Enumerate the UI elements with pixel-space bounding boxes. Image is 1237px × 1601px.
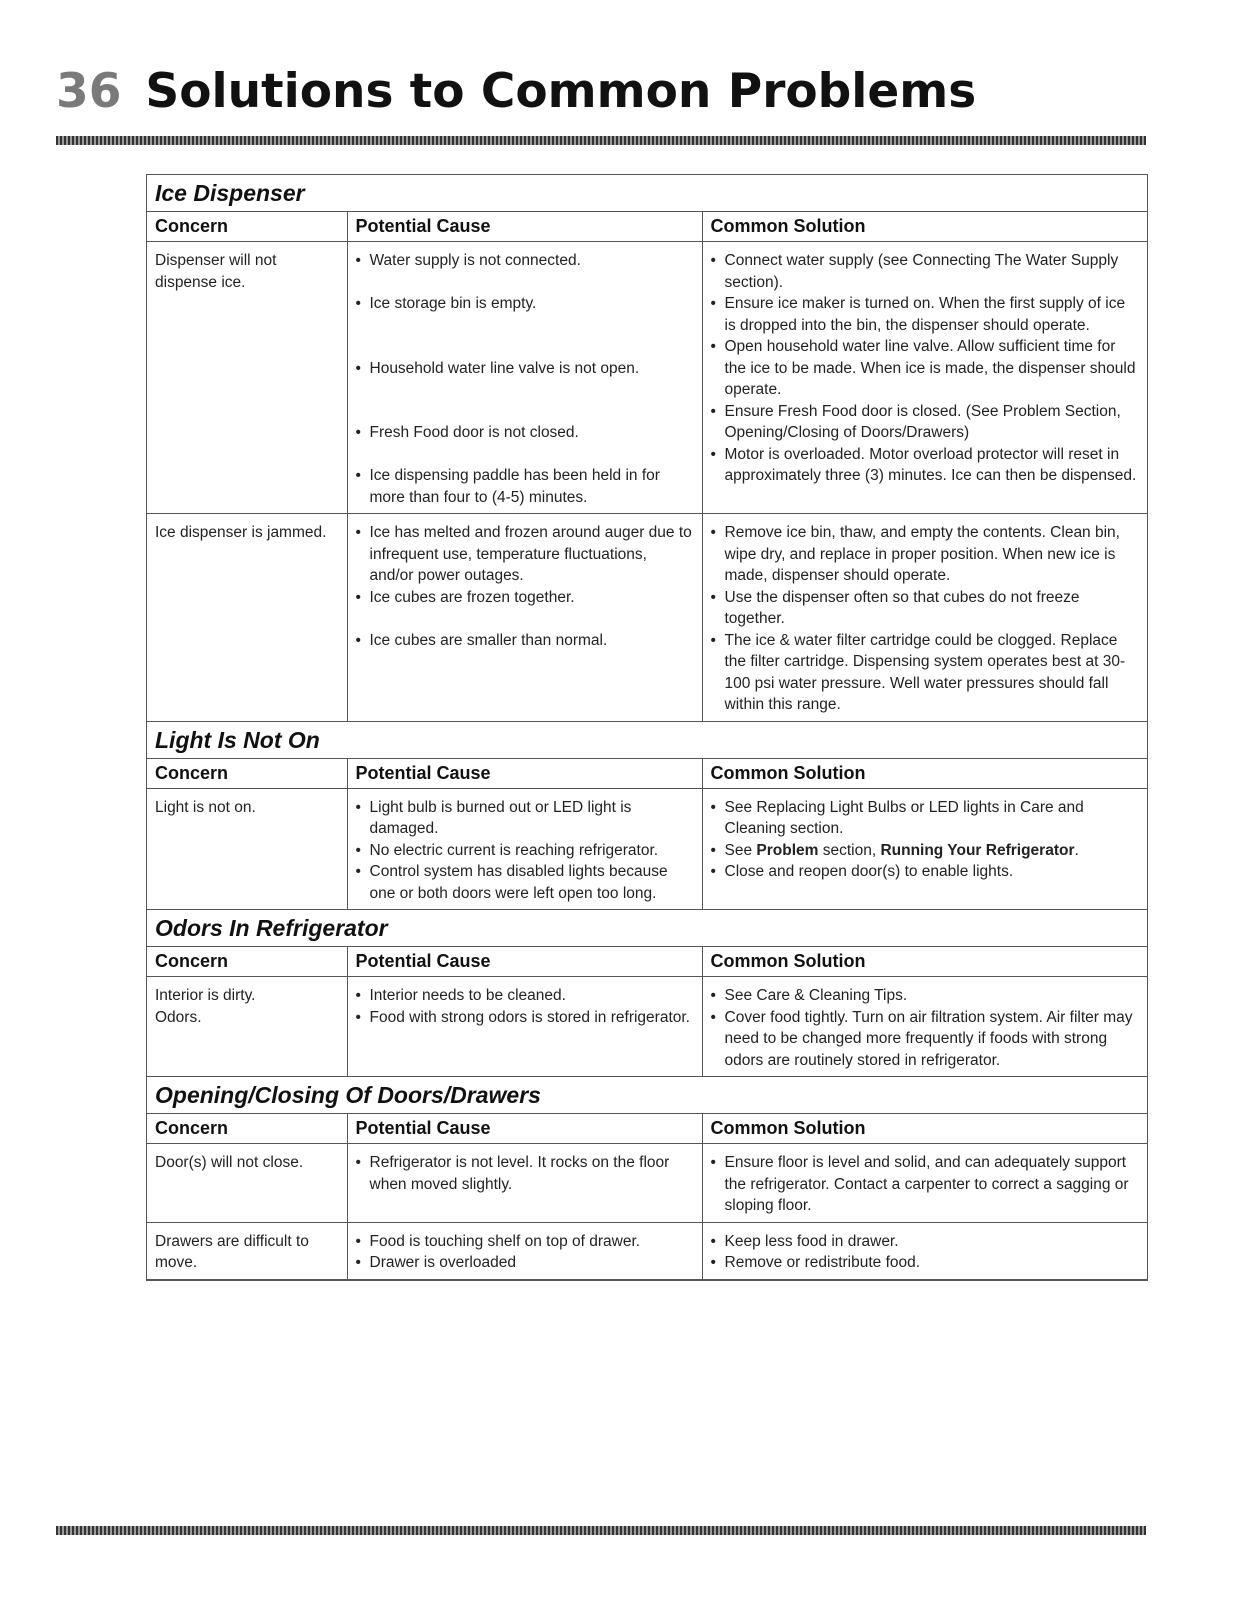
cause-item: • Drawer is overloaded xyxy=(356,1252,694,1274)
column-header-solution: Common Solution xyxy=(702,947,1147,977)
solution-cell xyxy=(702,514,1147,722)
section-title-light-is-not-on: Light Is Not On xyxy=(147,721,1147,758)
solution-cell xyxy=(702,1222,1147,1279)
solution-item: • Ensure Fresh Food door is closed. (See Problem Section, Opening/Closing of Doors/Drawers) xyxy=(711,401,1140,444)
cause-cell xyxy=(347,242,702,514)
concern-line: Odors. xyxy=(155,1008,202,1026)
problem-section-ref: Problem xyxy=(756,841,819,859)
concern-cell: Drawers are difficult to move. xyxy=(147,1222,347,1279)
solution-item xyxy=(711,840,1140,862)
cause-cell xyxy=(347,514,702,722)
page-number: 36 xyxy=(56,64,122,119)
solution-item: • See Replacing Light Bulbs or LED lights in Care and Cleaning section. xyxy=(711,797,1140,840)
cause-cell xyxy=(347,788,702,910)
column-header-solution: Common Solution xyxy=(702,212,1147,242)
concern-cell: Light is not on. xyxy=(147,788,347,910)
table-row xyxy=(147,977,1147,1077)
page-title: Solutions to Common Problems xyxy=(145,64,977,119)
cause-item: • Ice cubes are smaller than normal. xyxy=(356,630,694,652)
cause-item: • Water supply is not connected. xyxy=(356,250,694,272)
cause-cell xyxy=(347,977,702,1077)
cause-item: • Ice has melted and frozen around auger due to infrequent use, temperature fluctuations, and/or power outages. xyxy=(356,522,694,587)
solution-cell xyxy=(702,242,1147,514)
table-row xyxy=(147,1144,1147,1223)
concern-line: Interior is dirty. xyxy=(155,987,256,1004)
section-title-ice-dispenser: Ice Dispenser xyxy=(147,175,1147,212)
column-header-concern: Concern xyxy=(147,1114,347,1144)
solution-cell xyxy=(702,977,1147,1077)
column-header-solution: Common Solution xyxy=(702,758,1147,788)
table-row xyxy=(147,788,1147,910)
page-header xyxy=(56,62,976,122)
column-header-concern: Concern xyxy=(147,212,347,242)
column-header-cause: Potential Cause xyxy=(347,758,702,788)
solution-item: • Open household water line valve. Allow sufficient time for the ice to be made. When ice is made, the dispenser should operate. xyxy=(711,336,1140,401)
cause-item: • Food with strong odors is stored in refrigerator. xyxy=(356,1007,694,1029)
header-rule xyxy=(56,136,1146,145)
solution-item: • Remove or redistribute food. xyxy=(711,1252,1140,1274)
cause-item: • No electric current is reaching refrigerator. xyxy=(356,840,694,862)
concern-cell xyxy=(147,977,347,1077)
column-header-concern: Concern xyxy=(147,947,347,977)
table-row xyxy=(147,1222,1147,1279)
solution-item: • Cover food tightly. Turn on air filtration system. Air filter may need to be changed more frequently if foods with strong odors are routinely stored in refrigerator. xyxy=(711,1007,1140,1072)
troubleshooting-table xyxy=(146,174,1148,1281)
column-header-row xyxy=(147,947,1147,977)
solution-item: • Keep less food in drawer. xyxy=(711,1231,1140,1253)
column-header-cause: Potential Cause xyxy=(347,1114,702,1144)
solution-text: See xyxy=(724,841,757,859)
cause-item: • Interior needs to be cleaned. xyxy=(356,985,694,1007)
cause-item: • Fresh Food door is not closed. xyxy=(356,422,694,444)
solution-item: • Ensure floor is level and solid, and can adequately support the refrigerator. Contact a carpenter to correct a sagging or sloping floor. xyxy=(711,1152,1140,1217)
solution-cell xyxy=(702,1144,1147,1223)
solution-item: • See Care & Cleaning Tips. xyxy=(711,985,1140,1007)
column-header-row xyxy=(147,212,1147,242)
solution-item: • Connect water supply (see Connecting The Water Supply section). xyxy=(711,250,1140,293)
column-header-concern: Concern xyxy=(147,758,347,788)
table-row xyxy=(147,514,1147,722)
cause-item: • Ice dispensing paddle has been held in for more than four to (4-5) minutes. xyxy=(356,465,694,508)
cause-cell xyxy=(347,1222,702,1279)
solution-item: • Ensure ice maker is turned on. When the first supply of ice is dropped into the bin, the dispenser should operate. xyxy=(711,293,1140,336)
concern-cell: Ice dispenser is jammed. xyxy=(147,514,347,722)
solution-item: • Motor is overloaded. Motor overload protector will reset in approximately three (3) minutes. Ice can then be dispensed. xyxy=(711,444,1140,487)
cause-item: • Refrigerator is not level. It rocks on the floor when moved slightly. xyxy=(356,1152,694,1195)
footer-rule xyxy=(56,1526,1146,1535)
solution-item: • Remove ice bin, thaw, and empty the contents. Clean bin, wipe dry, and replace in proper position. When new ice is made, dispenser should operate. xyxy=(711,522,1140,587)
column-header-row xyxy=(147,1114,1147,1144)
solution-item: • Use the dispenser often so that cubes do not freeze together. xyxy=(711,587,1140,630)
cause-item: • Household water line valve is not open. xyxy=(356,358,694,380)
cause-item: • Ice cubes are frozen together. xyxy=(356,587,694,609)
concern-cell: Dispenser will not dispense ice. xyxy=(147,242,347,514)
solution-text: . xyxy=(1074,841,1079,859)
column-header-cause: Potential Cause xyxy=(347,212,702,242)
running-your-refrigerator-ref: Running Your Refrigerator xyxy=(880,841,1075,859)
cause-item: • Light bulb is burned out or LED light is damaged. xyxy=(356,797,694,840)
solution-item: • Close and reopen door(s) to enable lights. xyxy=(711,861,1140,883)
cause-item: • Control system has disabled lights because one or both doors were left open too long. xyxy=(356,861,694,904)
concern-cell: Door(s) will not close. xyxy=(147,1144,347,1223)
solution-cell xyxy=(702,788,1147,910)
solution-text: section, xyxy=(818,841,881,859)
cause-cell xyxy=(347,1144,702,1223)
section-title-odors: Odors In Refrigerator xyxy=(147,910,1147,947)
column-header-row xyxy=(147,758,1147,788)
table-row xyxy=(147,242,1147,514)
section-title-doors-drawers: Opening/Closing Of Doors/Drawers xyxy=(147,1077,1147,1114)
cause-item: • Food is touching shelf on top of drawer. xyxy=(356,1231,694,1253)
column-header-cause: Potential Cause xyxy=(347,947,702,977)
cause-item: • Ice storage bin is empty. xyxy=(356,293,694,315)
column-header-solution: Common Solution xyxy=(702,1114,1147,1144)
solution-item: • The ice & water filter cartridge could be clogged. Replace the filter cartridge. Dispensing system operates best at 30-100 psi water pressure. Well water pressures should fall within this range. xyxy=(711,630,1140,716)
